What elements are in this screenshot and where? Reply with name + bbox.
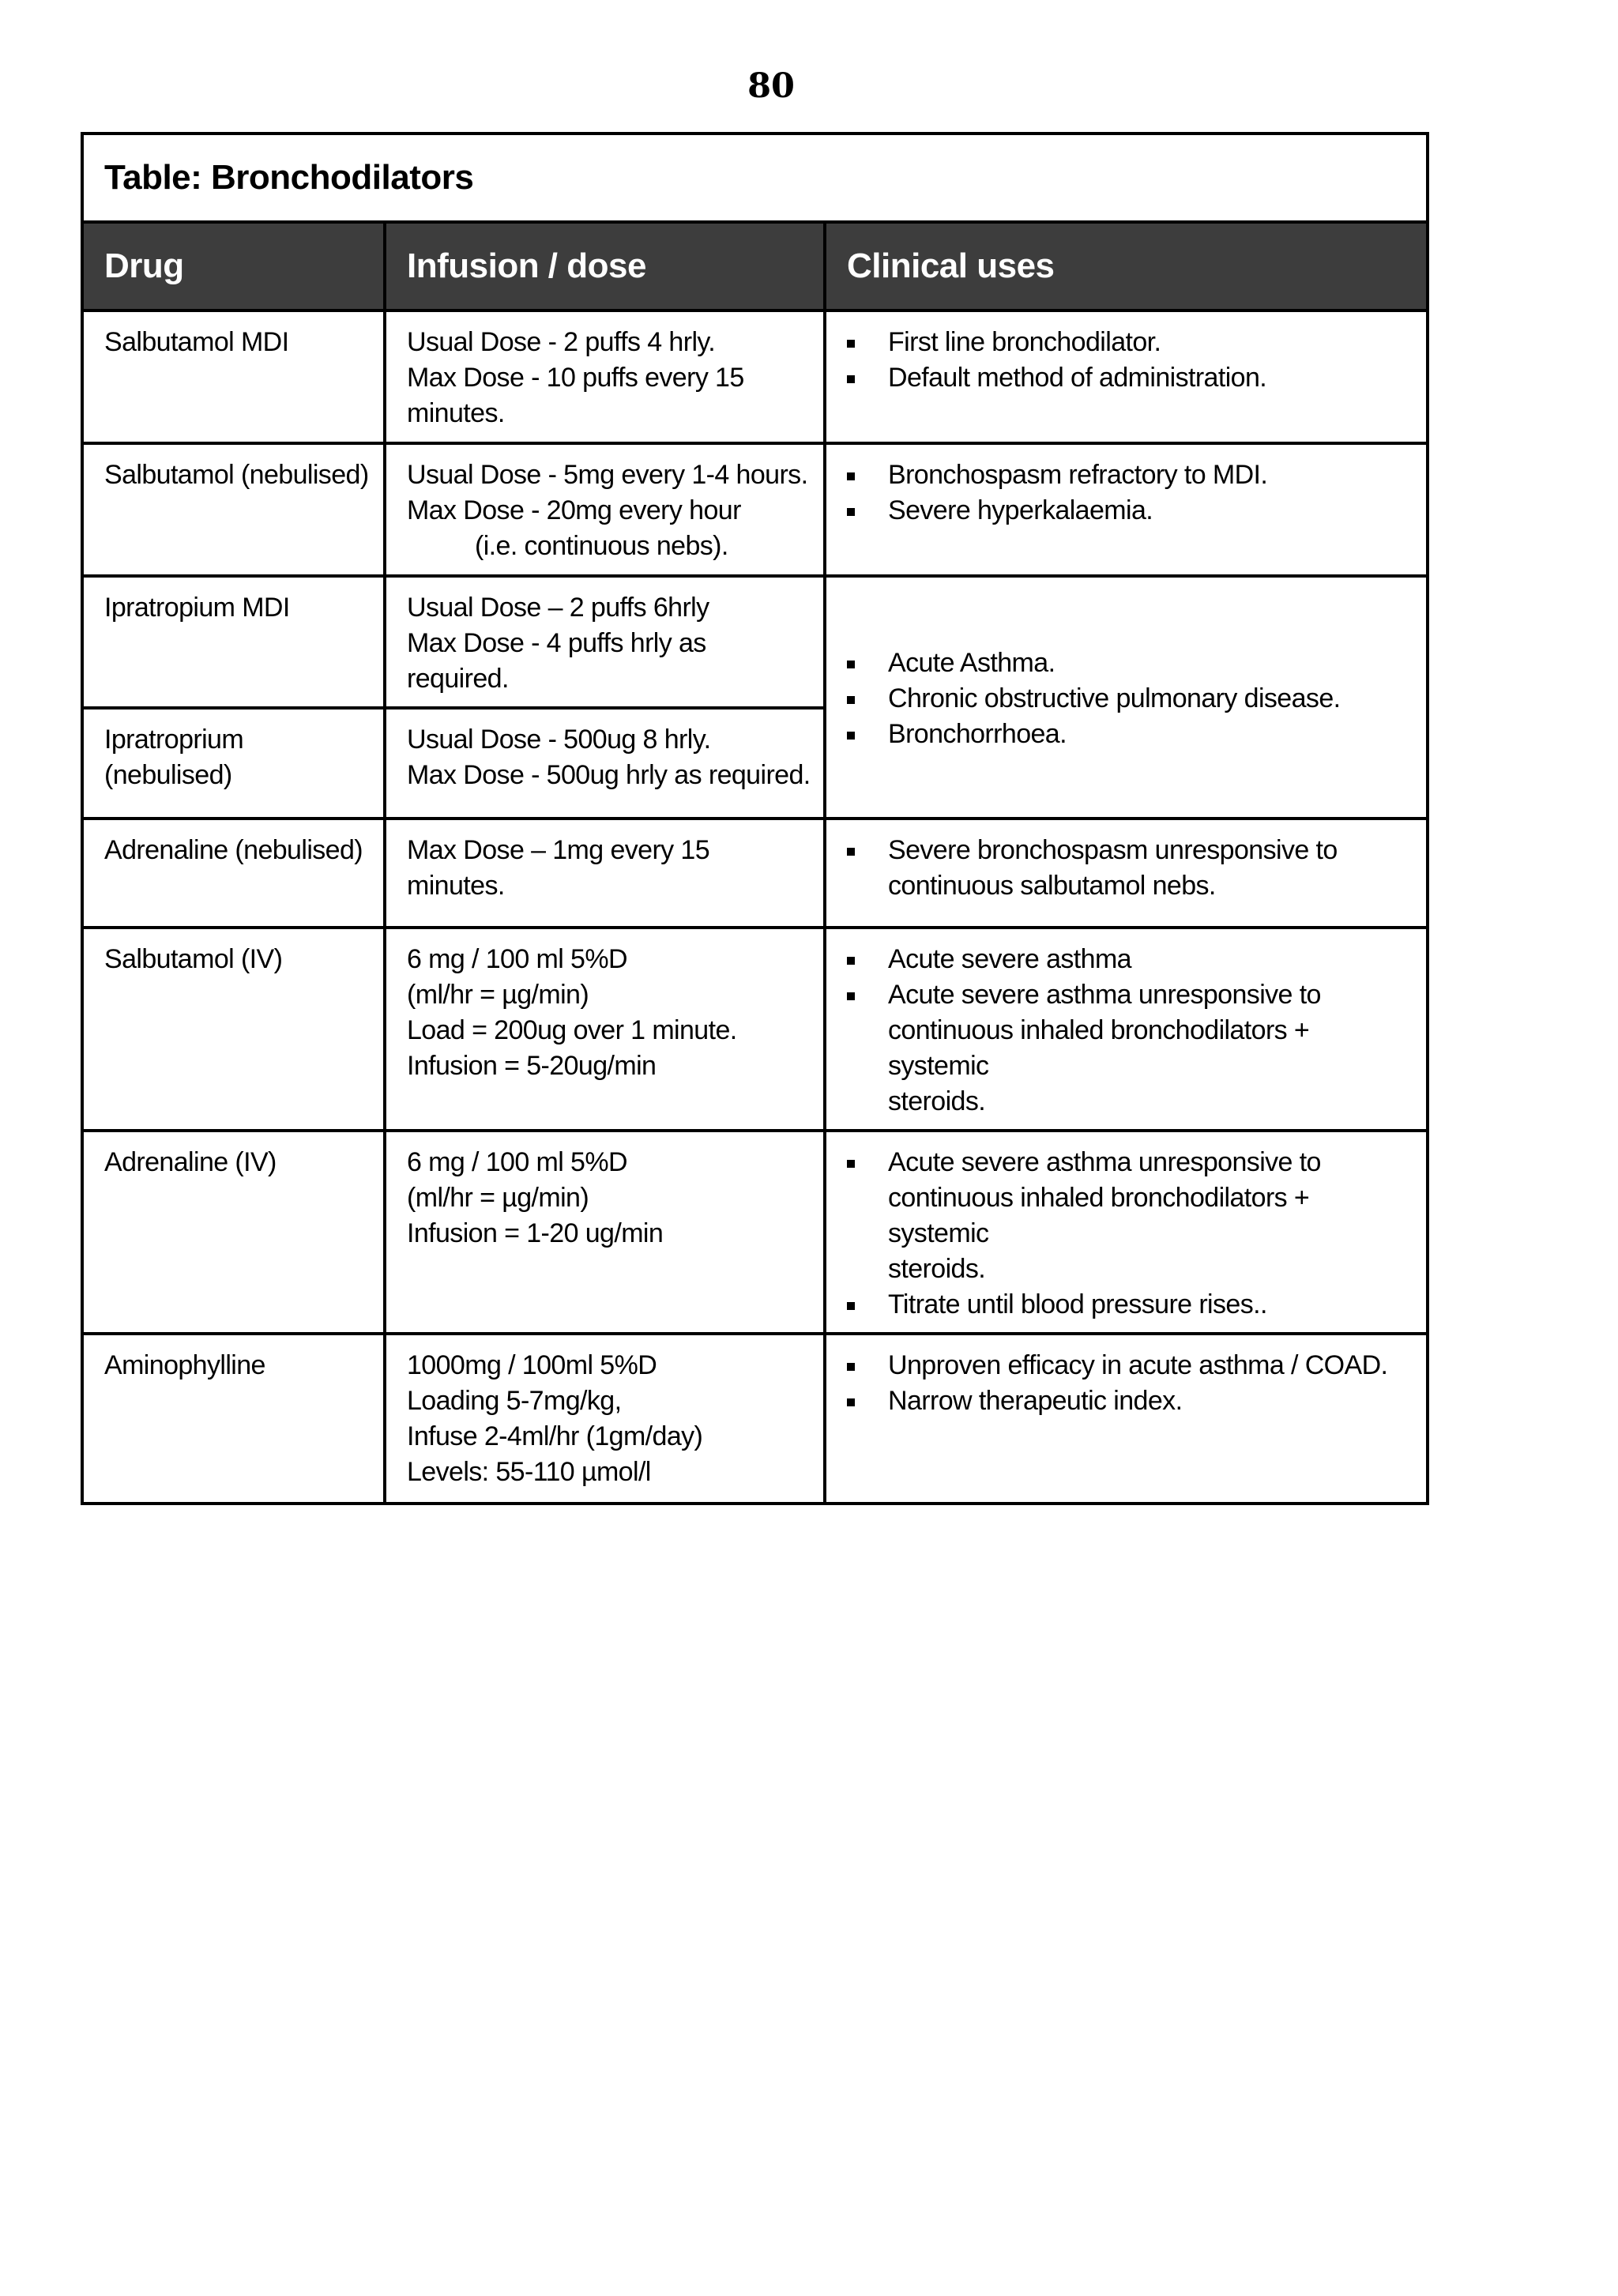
uses-cell (825, 1334, 1428, 1504)
use-bullet-item (844, 1383, 1415, 1419)
dose-line: 6 mg / 100 ml 5%D (407, 944, 627, 974)
dose-line: 1000mg / 100ml 5%D (407, 1350, 657, 1380)
dose-line: Usual Dose - 5mg every 1-4 hours. (407, 460, 808, 490)
dose-line: 6 mg / 100 ml 5%D (407, 1147, 627, 1177)
dose-line: Infusion = 1-20 ug/min (407, 1218, 664, 1248)
use-text: Default method of administration. (888, 363, 1267, 393)
bullet-square-icon (844, 646, 888, 681)
use-text: Bronchorrhoea. (888, 719, 1067, 749)
use-bullet-item (844, 1287, 1415, 1323)
use-line: Acute severe asthma unresponsive to (888, 1147, 1321, 1177)
uses-cell (825, 443, 1428, 576)
table-row (82, 443, 1428, 576)
table-row (82, 576, 1428, 708)
use-text: Chronic obstructive pulmonary disease. (888, 683, 1341, 713)
dose-cell (385, 1334, 825, 1504)
use-line: continuous salbutamol nebs. (888, 871, 1216, 901)
bullet-square-icon (844, 1145, 888, 1180)
drug-name: Adrenaline (IV) (104, 1147, 277, 1177)
drug-cell (82, 928, 385, 1131)
dose-line: minutes. (407, 398, 505, 428)
uses-cell (825, 928, 1428, 1131)
use-text: First line bronchodilator. (888, 327, 1161, 357)
dose-line: Max Dose - 500ug hrly as required. (407, 760, 811, 790)
bullet-square-icon (844, 360, 888, 396)
use-line: continuous inhaled bronchodilators + systemic (888, 1015, 1317, 1081)
uses-cell (825, 1131, 1428, 1334)
bullet-square-icon (844, 977, 888, 1013)
bullet-square-icon (844, 457, 888, 493)
dose-cell (385, 708, 825, 819)
use-text: Acute Asthma. (888, 648, 1055, 678)
dose-line: Infusion = 5-20ug/min (407, 1051, 657, 1081)
dose-line: (ml/hr = µg/min) (407, 1183, 589, 1213)
bullet-square-icon (844, 493, 888, 529)
bronchodilators-table (81, 132, 1429, 1505)
drug-name: Salbutamol MDI (104, 327, 289, 357)
bullet-square-icon (844, 325, 888, 360)
dose-line: Usual Dose – 2 puffs 6hrly (407, 593, 709, 623)
drug-cell (82, 443, 385, 576)
use-bullet-item (844, 457, 1415, 493)
bullet-square-icon (844, 1287, 888, 1323)
uses-cell (825, 311, 1428, 443)
table-caption: Table: Bronchodilators (82, 134, 1428, 222)
table-row (82, 819, 1428, 928)
use-text: Narrow therapeutic index. (888, 1386, 1183, 1416)
dose-line: (ml/hr = µg/min) (407, 980, 589, 1010)
use-text (888, 1287, 1415, 1323)
use-bullet-item (844, 717, 1415, 752)
drug-name: (nebulised) (104, 760, 232, 790)
use-line: continuous inhaled bronchodilators + systemic (888, 1183, 1317, 1248)
use-text (888, 977, 1415, 1120)
table-row (82, 1334, 1428, 1504)
dose-line: Usual Dose - 500ug 8 hrly. (407, 725, 711, 755)
use-bullet-item (844, 325, 1415, 360)
dose-line: Load = 200ug over 1 minute. (407, 1015, 737, 1045)
table-row (82, 311, 1428, 443)
use-bullet-item (844, 360, 1415, 396)
drug-name: Salbutamol (IV) (104, 944, 283, 974)
page-number: 80 (747, 66, 795, 106)
dose-cell (385, 1131, 825, 1334)
drug-name: Aminophylline (104, 1350, 265, 1380)
use-bullet-item (844, 942, 1415, 977)
use-bullet-item (844, 681, 1415, 717)
uses-cell (825, 819, 1428, 928)
dose-line: Loading 5-7mg/kg, (407, 1386, 622, 1416)
use-bullet-item (844, 493, 1415, 529)
table-row (82, 1131, 1428, 1334)
use-text: Severe hyperkalaemia. (888, 495, 1153, 525)
uses-cell (825, 576, 1428, 819)
header-drug: Drug (82, 222, 385, 311)
use-text (888, 942, 1415, 977)
dose-line: (i.e. continuous nebs). (475, 531, 728, 561)
use-line: steroids. (888, 1254, 986, 1284)
drug-cell (82, 311, 385, 443)
drug-cell (82, 576, 385, 708)
dose-cell (385, 443, 825, 576)
use-bullet-item (844, 1145, 1415, 1287)
use-bullet-item (844, 1348, 1415, 1383)
drug-cell (82, 1334, 385, 1504)
drug-cell (82, 1131, 385, 1334)
header-uses: Clinical uses (825, 222, 1428, 311)
dose-cell (385, 819, 825, 928)
drug-name: Adrenaline (nebulised) (104, 835, 363, 865)
dose-line: Levels: 55-110 µmol/l (407, 1457, 651, 1487)
header-row (82, 222, 1428, 311)
use-bullet-item (844, 646, 1415, 681)
dose-line: Max Dose - 10 puffs every 15 (407, 363, 744, 393)
dose-cell (385, 311, 825, 443)
use-line: Titrate until blood pressure rises.. (888, 1289, 1267, 1319)
use-text (888, 1145, 1415, 1287)
use-bullet-item (844, 977, 1415, 1120)
header-dose: Infusion / dose (385, 222, 825, 311)
drug-name: Ipratroprium (104, 725, 244, 755)
bullet-square-icon (844, 717, 888, 752)
dose-line: Usual Dose - 2 puffs 4 hrly. (407, 327, 716, 357)
use-text: Bronchospasm refractory to MDI. (888, 460, 1268, 490)
use-line: Acute severe asthma unresponsive to (888, 980, 1321, 1010)
dose-line: Max Dose - 4 puffs hrly as required. (407, 628, 713, 694)
use-bullet-item (844, 833, 1415, 904)
caption-row (82, 134, 1428, 222)
bullet-square-icon (844, 1348, 888, 1383)
dose-cell (385, 576, 825, 708)
table-row (82, 928, 1428, 1131)
drug-cell (82, 819, 385, 928)
drug-name: Salbutamol (nebulised) (104, 460, 369, 490)
drug-name: Ipratropium MDI (104, 593, 290, 623)
use-text: Unproven efficacy in acute asthma / COAD. (888, 1350, 1388, 1380)
dose-line: Infuse 2-4ml/hr (1gm/day) (407, 1421, 703, 1451)
bullet-square-icon (844, 681, 888, 717)
bullet-square-icon (844, 1383, 888, 1419)
use-line: Acute severe asthma (888, 944, 1131, 974)
dose-line: Max Dose - 20mg every hour (407, 495, 741, 525)
bullet-square-icon (844, 833, 888, 868)
use-line: steroids. (888, 1086, 986, 1116)
dose-cell (385, 928, 825, 1131)
dose-line: Max Dose – 1mg every 15 minutes. (407, 835, 717, 901)
drug-cell (82, 708, 385, 819)
use-line: Severe bronchospasm unresponsive to (888, 835, 1338, 865)
bullet-square-icon (844, 942, 888, 977)
use-text (888, 833, 1415, 904)
